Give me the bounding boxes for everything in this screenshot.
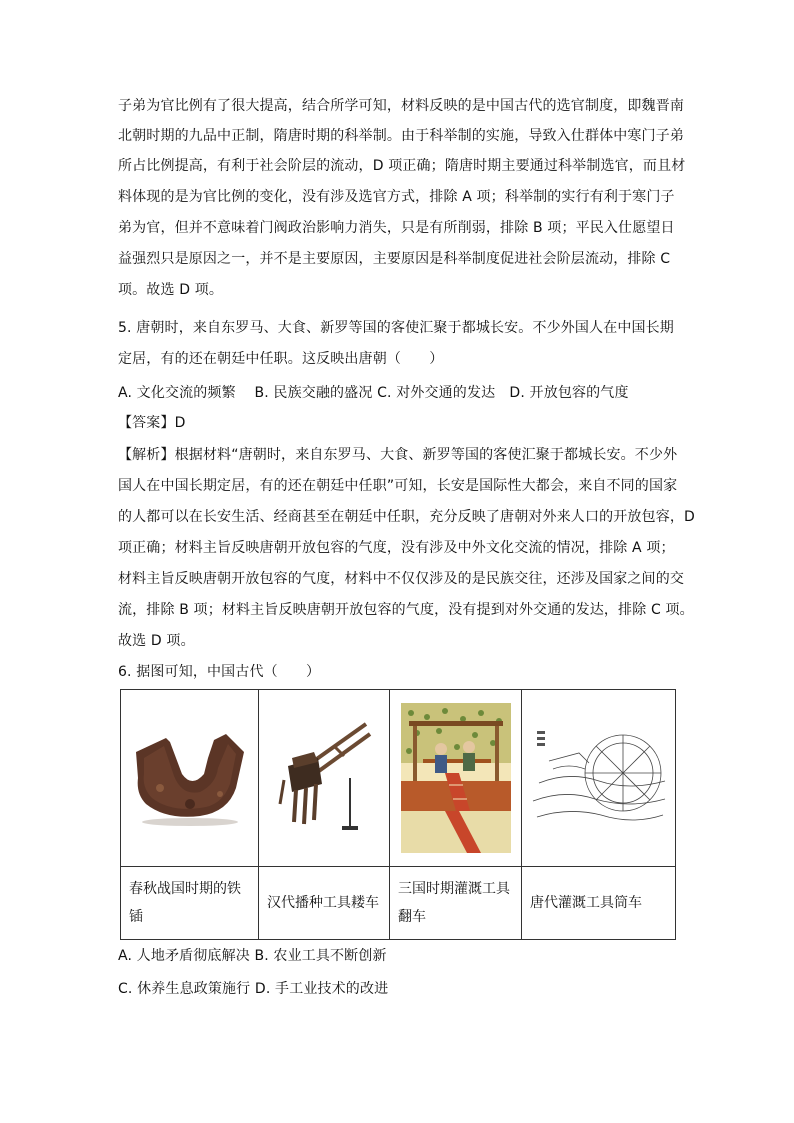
question-5-stem: 5. 唐朝时，来自东罗马、大食、新罗等国的客使汇聚于都城长安。不少外国人在中国长期 (118, 320, 674, 336)
seed-drill-image (274, 718, 374, 838)
explanation-line: 所占比例提高，有利于社会阶层的流动，D 项正确；隋唐时期主要通过科举制选官，而且材 (118, 158, 686, 174)
question-5-analysis: 的人都可以在长安生活、经商甚至在朝廷中任职，充分反映了唐朝对外来人口的开放包容，D (118, 509, 695, 525)
caption-chain-pump: 三国时期灌溉工具翻车 (390, 867, 522, 940)
image-cell (390, 690, 522, 867)
question-5-analysis: 材料主旨反映唐朝开放包容的气度，材料中不仅仅涉及的是民族交往，还涉及国家之间的交 (118, 571, 684, 587)
caption-seed-drill: 汉代播种工具耧车 (259, 867, 390, 940)
question-5-analysis: 项正确；材料主旨反映唐朝开放包容的气度，没有涉及中外文化交流的情况，排除 A 项； (118, 540, 675, 556)
explanation-line: 项。故选 D 项。 (118, 282, 224, 298)
tools-image-table (120, 689, 676, 940)
question-6-options-row1: A. 人地矛盾彻底解决 B. 农业工具不断创新 (118, 948, 387, 964)
water-wheel-image (529, 723, 669, 833)
question-5-analysis: 国人在中国长期定居，有的还在朝廷中任职”可知，长安是国际性大都会，来自不同的国家 (118, 478, 678, 494)
image-cell (522, 690, 676, 867)
question-5-stem: 定居，有的还在朝廷中任职。这反映出唐朝（ ） (118, 351, 444, 367)
iron-spade-image (130, 728, 250, 828)
question-6-options-row2: C. 休养生息政策施行 D. 手工业技术的改进 (118, 981, 389, 997)
question-5-answer: 【答案】D (118, 415, 186, 431)
question-6-stem: 6. 据图可知，中国古代（ ） (118, 664, 321, 680)
explanation-line: 子弟为官比例有了很大提高，结合所学可知，材料反映的是中国古代的选官制度，即魏晋南 (118, 98, 684, 114)
question-5-analysis: 故选 D 项。 (118, 633, 195, 649)
question-5-options: A. 文化交流的频繁 B. 民族交融的盛况 C. 对外交通的发达 D. 开放包容的气度 (118, 385, 629, 401)
question-5-analysis: 【解析】根据材料“唐朝时，来自东罗马、大食、新罗等国的客使汇聚于都城长安。不少外 (118, 447, 678, 463)
explanation-line: 弟为官，但并不意味着门阀政治影响力消失，只是有所削弱，排除 B 项；平民入仕愿望日 (118, 220, 675, 236)
chain-pump-image (401, 703, 511, 853)
image-cell (259, 690, 390, 867)
explanation-line: 益强烈只是原因之一，并不是主要原因，主要原因是科举制度促进社会阶层流动，排除 C (118, 251, 671, 267)
explanation-line: 北朝时期的九品中正制，隋唐时期的科举制。由于科举制的实施，导致入仕群体中寒门子弟 (118, 128, 684, 144)
caption-water-wheel: 唐代灌溉工具筒车 (522, 867, 676, 940)
image-cell (121, 690, 259, 867)
explanation-line: 料体现的是为官比例的变化，没有涉及选官方式，排除 A 项；科举制的实行有利于寒门子 (118, 189, 675, 205)
caption-iron-spade: 春秋战国时期的铁锸 (121, 867, 259, 940)
question-5-analysis: 流，排除 B 项；材料主旨反映唐朝开放包容的气度，没有提到对外交通的发达，排除 C 项。 (118, 602, 694, 618)
